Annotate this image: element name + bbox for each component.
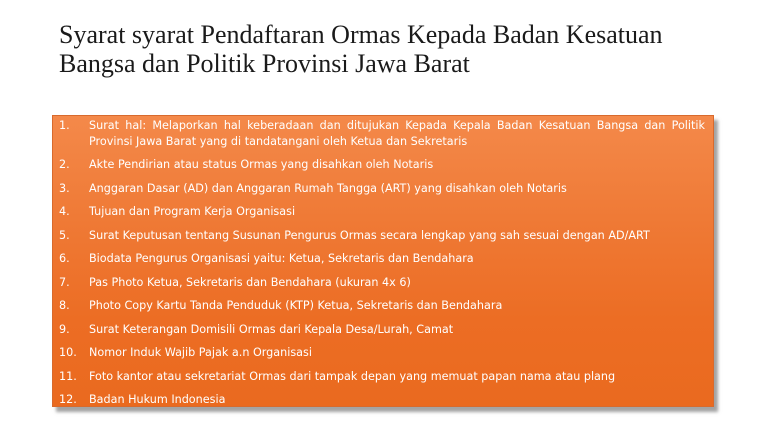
list-item [53,251,713,267]
item-number: 8. [59,299,70,312]
list-item [53,275,713,291]
item-text: Anggaran Dasar (AD) dan Anggaran Rumah Tangga (ART) yang disahkan oleh Notaris [89,181,567,195]
item-text: Pas Photo Ketua, Sekretaris dan Bendahara (ukuran 4x 6) [89,275,411,289]
requirements-list [53,118,713,408]
item-number: 11. [59,369,77,383]
list-item [53,157,713,173]
list-item [53,392,713,408]
item-text: Foto kantor atau sekretariat Ormas dari tampak depan yang memuat papan nama atau plang [89,369,616,383]
item-number: 10. [59,346,77,359]
item-number: 12. [59,393,77,406]
item-number: 9. [59,322,70,336]
list-item [53,228,713,244]
list-item [53,181,713,197]
item-text: Surat Keterangan Domisili Ormas dari Kepala Desa/Lurah, Camat [89,322,454,336]
item-number: 3. [59,181,70,195]
item-text: Nomor Induk Wajib Pajak a.n Organisasi [89,346,312,359]
item-text: Badan Hukum Indonesia [89,393,226,406]
item-number: 1. [59,119,70,132]
list-item [53,345,713,361]
item-number: 7. [59,275,70,289]
item-number: 6. [59,252,70,265]
list-item [53,118,713,150]
item-text: Photo Copy Kartu Tanda Penduduk (KTP) Ketua, Sekretaris dan Bendahara [89,299,503,312]
item-number: 2. [59,158,70,171]
item-number: 5. [59,228,70,242]
slide-title: Syarat syarat Pendaftaran Ormas Kepada Badan Kesatuan Bangsa dan Politik Provinsi Jawa Barat [59,20,663,78]
list-item [53,204,713,220]
item-text: Akte Pendirian atau status Ormas yang disahkan oleh Notaris [89,158,434,171]
list-item [53,322,713,338]
item-number: 4. [59,205,70,218]
item-text: Surat Keputusan tentang Susunan Pengurus Ormas secara lengkap yang sah sesuai dengan AD/ART [89,228,650,242]
item-text: Biodata Pengurus Organisasi yaitu: Ketua, Sekretaris dan Bendahara [89,252,474,265]
list-item [53,369,713,385]
list-item [53,298,713,314]
item-text: Tujuan dan Program Kerja Organisasi [89,205,296,218]
requirements-box [52,115,714,407]
item-text: Surat hal: Melaporkan hal keberadaan dan ditujukan Kepada Kepala Badan Kesatuan Bangsa dan Politik Provinsi Jawa Barat yang di tandatangani oleh Ketua dan Sekretaris [89,119,705,148]
